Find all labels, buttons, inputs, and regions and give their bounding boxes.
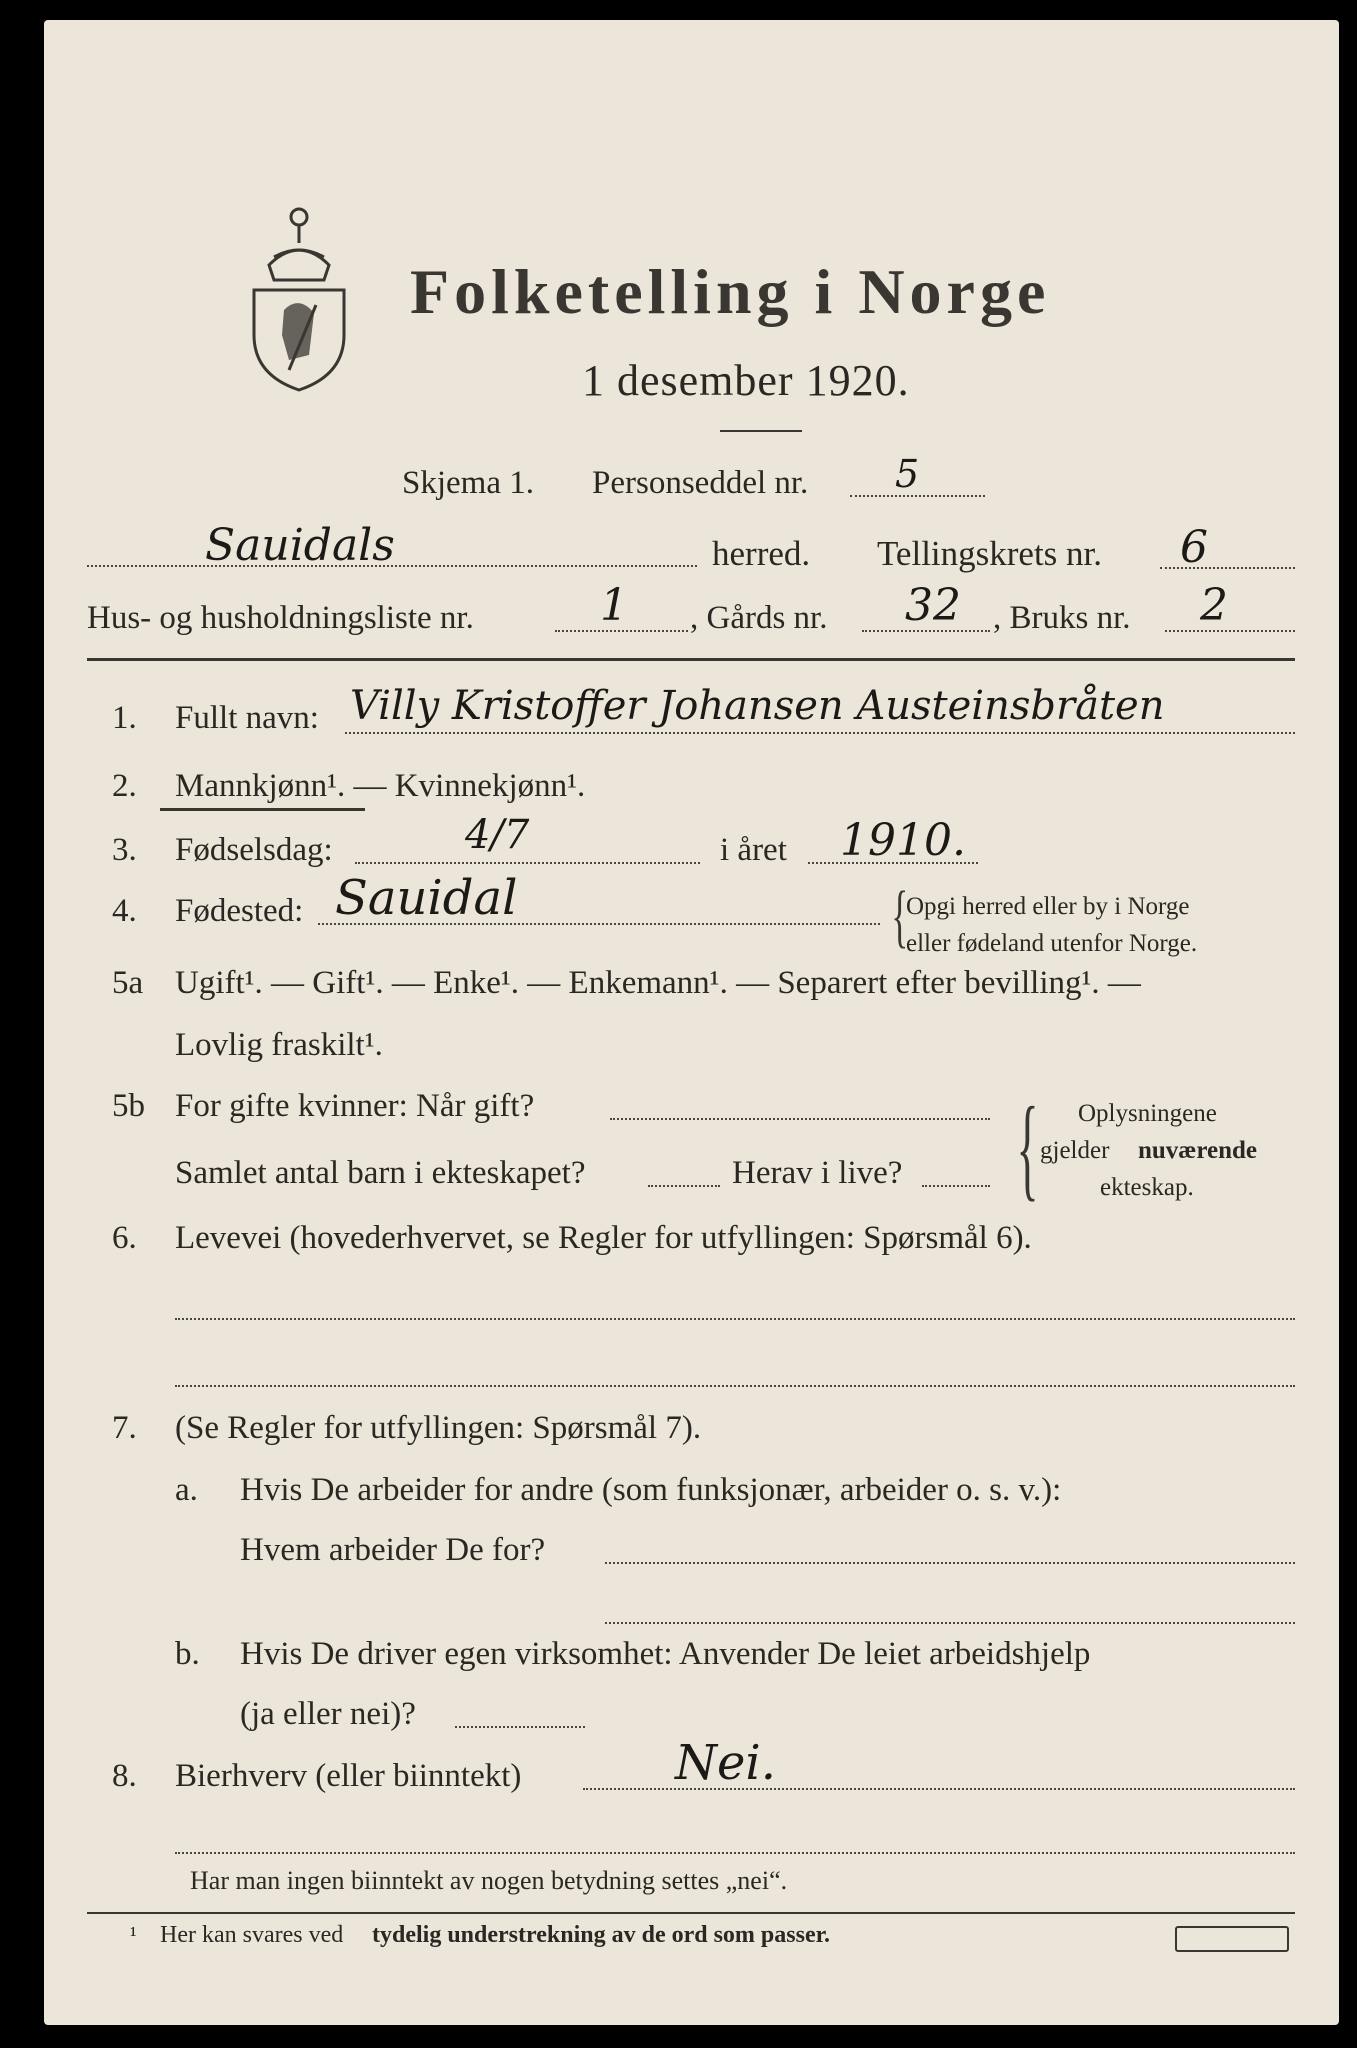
- footnote-rule: [87, 1912, 1295, 1914]
- bruks-line: [1165, 630, 1295, 632]
- q8-label: Bierhverv (eller biinntekt): [175, 1758, 522, 1794]
- side-income-value: Nei.: [675, 1735, 777, 1791]
- census-date: 1 desember 1920.: [582, 356, 910, 405]
- birthday-value: 4/7: [465, 812, 530, 858]
- marriage-note-1: Oplysningene: [1078, 1100, 1217, 1127]
- birthplace-note-2: eller fødeland utenfor Norge.: [906, 930, 1198, 957]
- gender-options: Mannkjønn¹. — Kvinnekjønn¹.: [175, 768, 586, 804]
- employer-line: [605, 1562, 1295, 1564]
- q5a-number: 5a: [112, 965, 144, 1001]
- title-divider: [720, 430, 802, 432]
- tellingskrets-label: Tellingskrets nr.: [877, 534, 1103, 573]
- q3-number: 3.: [112, 832, 137, 868]
- q7-text: (Se Regler for utfyllingen: Spørsmål 7).: [175, 1410, 702, 1446]
- q6-text: Levevei (hovederhvervet, se Regler for utfyllingen: Spørsmål 6).: [175, 1220, 1032, 1256]
- q5b-line-1: For gifte kvinner: Når gift?: [175, 1088, 535, 1124]
- header-rule: [87, 658, 1295, 661]
- q6-number: 6.: [112, 1220, 137, 1256]
- marriage-brace: {: [1016, 1084, 1039, 1211]
- hired-help-line: [455, 1726, 585, 1728]
- side-income-note: Har man ingen biinntekt av nogen betydning settes „nei“.: [190, 1866, 788, 1895]
- q7a-line-1: Hvis De arbeider for andre (som funksjonær, arbeider o. s. v.):: [240, 1472, 1062, 1508]
- herred-label: herred.: [712, 534, 811, 573]
- marriage-note-2b: nuværende: [1138, 1137, 1258, 1164]
- birthplace-brace: {: [891, 878, 909, 955]
- q7b-line-1: Hvis De driver egen virksomhet: Anvender De leiet arbeidshjelp: [240, 1636, 1091, 1672]
- marital-status-options-2: Lovlig fraskilt¹.: [175, 1027, 383, 1063]
- hus-label: Hus- og husholdningsliste nr.: [87, 600, 474, 636]
- footnote-text-b: tydelig understrekning av de ord som passer.: [372, 1922, 831, 1948]
- gards-label: , Gårds nr.: [690, 600, 828, 636]
- q3-label: Fødselsdag:: [175, 832, 333, 868]
- marital-status-options: Ugift¹. — Gift¹. — Enke¹. — Enkemann¹. — Separert efter bevilling¹. —: [175, 965, 1141, 1001]
- q5b-children-label: Samlet antal barn i ekteskapet?: [175, 1155, 586, 1191]
- q7a-label: a.: [175, 1472, 198, 1508]
- alive-line: [922, 1185, 990, 1187]
- side-income-line-2: [175, 1852, 1295, 1854]
- q7-number: 7.: [112, 1410, 137, 1446]
- q7b-line-2: (ja eller nei)?: [240, 1696, 416, 1732]
- occupation-line-2: [175, 1385, 1295, 1387]
- bruks-label: , Bruks nr.: [993, 600, 1131, 636]
- form-title: Folketelling i Norge: [410, 256, 1051, 327]
- birthplace-value: Sauidal: [335, 870, 518, 926]
- birth-year-value: 1910.: [840, 815, 966, 866]
- marriage-note-3: ekteskap.: [1100, 1174, 1194, 1201]
- q1-label: Fullt navn:: [175, 700, 319, 736]
- personseddel-value: 5: [895, 452, 920, 496]
- q2-number: 2.: [112, 768, 137, 804]
- mannkjonn-underline: [160, 808, 365, 811]
- skjema-label: Skjema 1.: [402, 465, 534, 501]
- children-line: [648, 1185, 720, 1187]
- q4-label: Fødested:: [175, 893, 304, 929]
- hus-value: 1: [600, 580, 628, 631]
- tellingskrets-value: 6: [1180, 522, 1208, 573]
- birthday-line: [355, 862, 700, 864]
- footnote-text-a: Her kan svares ved: [160, 1922, 344, 1948]
- norway-coat-of-arms-icon: [244, 195, 354, 395]
- employer-line-2: [605, 1622, 1295, 1624]
- birthplace-note-1: Opgi herred eller by i Norge: [906, 893, 1190, 920]
- q1-line: [345, 732, 1295, 734]
- marriage-note-2a: gjelder: [1040, 1137, 1110, 1164]
- q5b-number: 5b: [112, 1088, 145, 1124]
- gards-value: 32: [905, 580, 961, 631]
- footnote-mark: ¹: [130, 1922, 137, 1947]
- personseddel-label: Personseddel nr.: [592, 465, 809, 501]
- q8-number: 8.: [112, 1758, 137, 1794]
- bruks-value: 2: [1200, 580, 1228, 631]
- herred-value: Sauidals: [205, 520, 395, 571]
- printer-stamp: [1175, 1926, 1289, 1952]
- q5b-alive-label: Herav i live?: [732, 1155, 903, 1191]
- q7b-label: b.: [175, 1636, 200, 1672]
- q4-number: 4.: [112, 893, 137, 929]
- full-name-value: Villy Kristoffer Johansen Austeinsbråten: [350, 683, 1165, 729]
- occupation-line-1: [175, 1318, 1295, 1320]
- q7a-line-2: Hvem arbeider De for?: [240, 1532, 546, 1568]
- marriage-date-line: [610, 1118, 990, 1120]
- year-label: i året: [720, 832, 787, 868]
- q1-number: 1.: [112, 700, 137, 736]
